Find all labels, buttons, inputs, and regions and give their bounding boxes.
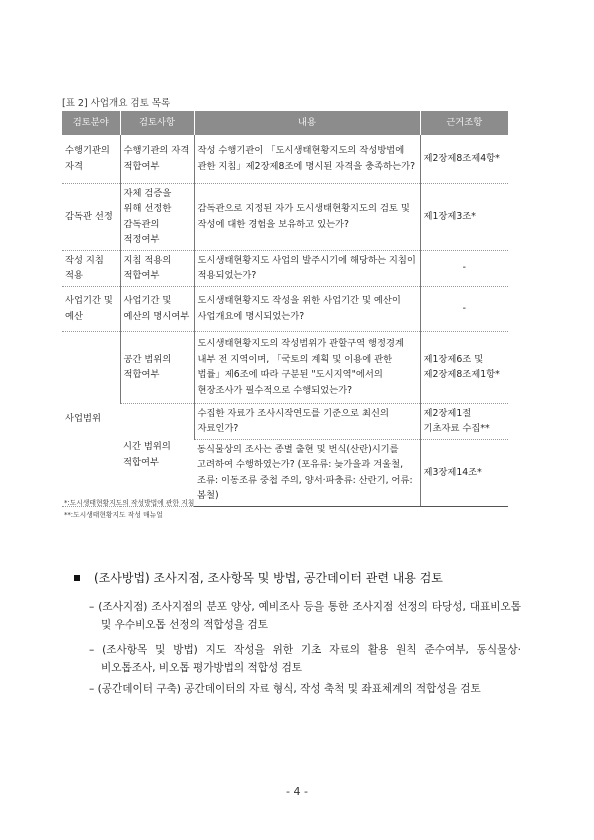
cell-item: 시간 범위의 적합여부 [120,403,194,506]
cell-item: 사업기간 및 예산의 명시여부 [120,286,194,331]
table-row [62,286,508,331]
cell-content: 동식물상의 조사는 종별 출현 및 번식(산란)시기를 고려하여 수행하였는가? (포유류: 늦가을과 겨울철, 조류: 이동조류 중첩 주의, 양서·파충류: 산란기, 어류: 봄철) [194,439,420,506]
review-checklist-table [62,111,508,507]
cell-basis: 제2장제8조제4항* [420,135,508,183]
table-footnotes [64,497,194,521]
cell-area: 감독관 선정 [62,183,120,250]
cell-basis: 제1장제3조* [420,183,508,250]
table-caption: [표 2] 사업개요 검토 목록 [62,98,171,109]
footnote: *:도시생태현황지도의 작성방법에 관한 지침 [64,499,195,507]
table-row [62,135,508,183]
cell-item: 지침 적용의 적합여부 [120,250,194,286]
table-row [62,183,508,250]
cell-content: 수집한 자료가 조사시작연도를 기준으로 최신의 자료인가? [194,403,420,439]
cell-area: 수행기관의 자격 [62,135,120,183]
cell-basis: 제2장제1절 기초자료 수집** [420,403,508,439]
cell-content: 도시생태현황지도 사업의 발주시기에 해당하는 지침이 적용되었는가? [194,250,420,286]
cell-basis: - [420,250,508,286]
list-item: – (공간데이터 구축) 공간데이터의 자료 형식, 작성 축척 및 좌표체계의 적합성을 검토 [89,683,481,695]
table-row [62,331,508,403]
cell-area: 사업범위 [62,331,120,506]
cell-basis: 제1장제6조 및 제2장제8조제1항* [420,331,508,403]
cell-content: 감독관으로 지정된 자가 도시생태현황지도의 검토 및 작성에 대한 경험을 보유하고 있는가? [194,183,420,250]
cell-basis: 제3장제14조* [420,439,508,506]
footnote: **:도시생태현황지도 작성 매뉴얼 [64,511,163,519]
header-content: 내용 [194,111,420,135]
section-heading [74,569,443,586]
table-header-row [62,111,508,135]
square-bullet-icon [74,575,80,581]
cell-item: 자체 검증을 위해 선정한 감독관의 적정여부 [120,183,194,250]
cell-area: 작성 지침 적용 [62,250,120,286]
cell-item: 공간 범위의 적합여부 [120,331,194,403]
cell-area: 사업기간 및 예산 [62,286,120,331]
header-basis: 근거조항 [420,111,508,135]
cell-content: 도시생태현황지도의 작성범위가 관할구역 행정경계 내부 전 지역이며, 「국토의 계획 및 이용에 관한 법률」제6조에 따라 구분된 "도시지역"에서의 현장조사가 필수적으로 수행되었는가? [194,331,420,403]
table-row [62,403,508,439]
page-number: - 4 - [286,785,308,798]
table-row [62,250,508,286]
cell-content: 도시생태현황지도 작성을 위한 사업기간 및 예산이 사업개요에 명시되었는가? [194,286,420,331]
cell-content: 작성 수행기관이 「도시생태현황지도의 작성방법에 관한 지침」제2장제8조에 명시된 자격을 충족하는가? [194,135,420,183]
header-area: 검토분야 [62,111,120,135]
header-item: 검토사항 [120,111,194,135]
section-title: (조사방법) 조사지점, 조사항목 및 방법, 공간데이터 관련 내용 검토 [94,571,443,585]
list-item: – (조사항목 및 방법) 지도 작성을 위한 기초 자료의 활용 원칙 준수여부, 동식물상·비오톱조사, 비오톱 평가방법의 적합성 검토 [89,644,521,674]
list-item: – (조사지점) 조사지점의 분포 양상, 예비조사 등을 통한 조사지점 선정의 타당성, 대표비오톱 및 우수비오톱 선정의 적합성을 검토 [89,601,521,631]
cell-item: 수행기관의 자격 적합여부 [120,135,194,183]
cell-basis: - [420,286,508,331]
